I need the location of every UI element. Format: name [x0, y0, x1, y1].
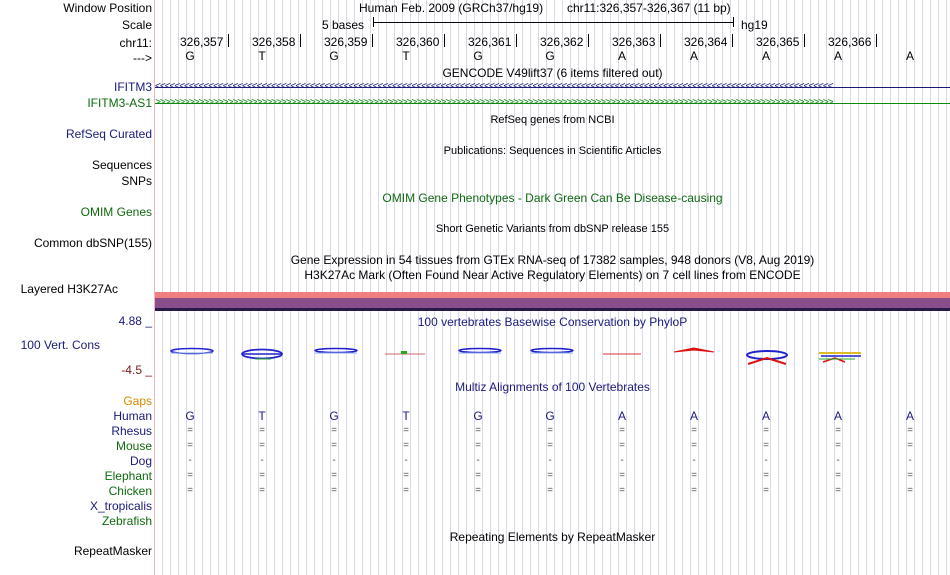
ruler-position-label: 326,363	[612, 35, 656, 49]
base-letter: A	[905, 49, 914, 63]
ruler-position-label: 326,358	[252, 35, 296, 49]
dbsnp-title: Short Genetic Variants from dbSNP release 155	[435, 223, 670, 235]
alignment-cell: =	[763, 425, 769, 436]
alignment-cell: =	[835, 440, 841, 451]
species-label[interactable]: Chicken	[108, 484, 152, 498]
alignment-cell: =	[187, 485, 193, 496]
cons-logo-base-10	[819, 353, 861, 362]
conservation-logo-plot[interactable]	[155, 340, 950, 370]
alignment-cell: =	[331, 470, 337, 481]
alignment-cell: =	[403, 425, 409, 436]
alignment-cell: =	[763, 440, 769, 451]
alignment-cell: =	[691, 425, 697, 436]
ruler-tick	[516, 34, 517, 47]
track-label-omim[interactable]: OMIM Genes	[80, 205, 152, 219]
species-label[interactable]: X_tropicalis	[89, 499, 152, 513]
alignment-cell: =	[907, 485, 913, 496]
cons-logo-base-5	[459, 349, 501, 354]
ruler-tick	[876, 34, 877, 47]
alignment-cell: =	[763, 470, 769, 481]
cons-title: 100 vertebrates Basewise Conservation by PhyloP	[417, 315, 688, 329]
alignment-cell: =	[547, 440, 553, 451]
alignment-cell: =	[259, 440, 265, 451]
track-area[interactable]	[155, 0, 950, 575]
track-label-sequences[interactable]: Sequences	[91, 158, 152, 172]
alignment-cell: =	[907, 425, 913, 436]
alignment-cell: =	[907, 470, 913, 481]
alignment-cell: -	[548, 455, 552, 466]
alignment-cell: A	[761, 409, 770, 423]
species-label[interactable]: Human	[113, 409, 152, 423]
alignment-cell: =	[619, 470, 625, 481]
alignment-cell: -	[620, 455, 624, 466]
track-label-h3k27ac[interactable]: Layered H3K27Ac	[20, 282, 118, 296]
alignment-cell: G	[329, 409, 339, 423]
alignment-cell: =	[763, 485, 769, 496]
scale-bar-line	[373, 22, 733, 23]
alignment-cell: =	[835, 485, 841, 496]
ruler-position-label: 326,359	[324, 35, 368, 49]
track-label-refseq[interactable]: RefSeq Curated	[65, 127, 152, 141]
alignment-cell: A	[833, 409, 842, 423]
h3k27ac-band-middle	[155, 298, 950, 308]
alignment-cell: =	[619, 485, 625, 496]
alignment-cell: -	[260, 455, 264, 466]
alignment-cell: G	[473, 409, 483, 423]
alignment-cell: G	[545, 409, 555, 423]
alignment-cell: A	[617, 409, 626, 423]
cons-logo-base-4	[385, 351, 425, 354]
species-label[interactable]: Dog	[129, 454, 152, 468]
ruler-tick	[588, 34, 589, 47]
alignment-cell: =	[187, 440, 193, 451]
ruler-tick	[444, 34, 445, 47]
cons-logo-base-6	[531, 349, 573, 354]
alignment-cell: =	[547, 485, 553, 496]
track-label-gaps[interactable]: Gaps	[123, 394, 152, 408]
h3k27ac-band-bottom	[155, 308, 950, 311]
alignment-cell: =	[403, 440, 409, 451]
alignment-cell: -	[908, 455, 912, 466]
multiz-title: Multiz Alignments of 100 Vertebrates	[455, 380, 650, 394]
chrom-label: chr11:	[119, 36, 152, 50]
base-letter: G	[545, 49, 555, 63]
alignment-cell: -	[692, 455, 696, 466]
cons-min-label: -4.5 _	[121, 363, 152, 377]
alignment-cell: =	[835, 470, 841, 481]
alignment-cell: =	[691, 485, 697, 496]
alignment-cell: =	[547, 425, 553, 436]
alignment-cell: =	[187, 425, 193, 436]
alignment-cell: =	[331, 425, 337, 436]
alignment-cell: -	[332, 455, 336, 466]
species-label[interactable]: Rhesus	[111, 424, 152, 438]
base-letter: A	[833, 49, 842, 63]
track-label-ifitm3-as1[interactable]: IFITM3-AS1	[87, 96, 152, 110]
publications-title: Publications: Sequences in Scientific Articles	[443, 145, 662, 157]
window-position-label: Window Position	[63, 1, 152, 15]
alignment-cell: G	[185, 409, 195, 423]
scale-bar-right-end	[733, 17, 734, 27]
ruler-tick	[300, 34, 301, 47]
refseq-title: RefSeq genes from NCBI	[490, 114, 615, 126]
base-letter: G	[329, 49, 339, 63]
ruler-position-label: 326,361	[468, 35, 512, 49]
scale-text: 5 bases	[322, 18, 365, 32]
alignment-cell: =	[475, 470, 481, 481]
track-label-cons[interactable]: 100 Vert. Cons	[20, 338, 100, 352]
ruler-tick	[228, 34, 229, 47]
gene-ifitm3-as1[interactable]: >>>>>>>>>>>>>>>>>>>>>>>>>>>>>>>>>>>>>>>>>>>>>>>>>>>>>>>>>>>>>>>>>>>>>>>>>>>>>>>>>>>>>>>>>>>>>>>>>>>>>>>>>>>>>>>>>>>>>>>>>>>>>>>>>>>>>>>>>>>>	[155, 97, 950, 109]
assembly-text: Human Feb. 2009 (GRCh37/hg19)	[359, 1, 544, 15]
alignment-cell: =	[403, 485, 409, 496]
gencode-title: GENCODE V49lift37 (6 items filtered out)	[442, 66, 663, 80]
base-letter: G	[473, 49, 483, 63]
omim-title: OMIM Gene Phenotypes - Dark Green Can Be Disease-causing	[382, 191, 723, 205]
repeatmasker-title: Repeating Elements by RepeatMasker	[449, 530, 656, 544]
ruler-tick	[660, 34, 661, 47]
scale-db: hg19	[741, 18, 768, 32]
alignment-cell: =	[475, 485, 481, 496]
ruler-position-label: 326,365	[756, 35, 800, 49]
alignment-cell: =	[835, 425, 841, 436]
track-label-repeatmasker[interactable]: RepeatMasker	[73, 544, 152, 558]
base-letter: A	[617, 49, 626, 63]
alignment-cell: =	[475, 440, 481, 451]
alignment-cell: =	[403, 470, 409, 481]
ruler-position-label: 326,362	[540, 35, 584, 49]
gtex-title: Gene Expression in 54 tissues from GTEx RNA-seq of 17382 samples, 948 donors (V8, Aug 2019)	[290, 253, 815, 267]
alignment-cell: =	[259, 425, 265, 436]
track-label-dbsnp[interactable]: Common dbSNP(155)	[33, 236, 152, 250]
cons-logo-base-1	[171, 349, 213, 354]
alignment-cell: =	[691, 470, 697, 481]
ruler-tick	[372, 34, 373, 47]
alignment-cell: -	[476, 455, 480, 466]
h3k27ac-title: H3K27Ac Mark (Often Found Near Active Regulatory Elements) on 7 cell lines from ENCODE	[304, 268, 801, 282]
alignment-cell: -	[836, 455, 840, 466]
base-letter: A	[689, 49, 698, 63]
alignment-cell: =	[475, 425, 481, 436]
base-letter: G	[185, 49, 195, 63]
alignment-cell: =	[619, 440, 625, 451]
base-letter: T	[402, 49, 410, 63]
alignment-cell: -	[188, 455, 192, 466]
cons-logo-base-8	[674, 348, 714, 352]
base-letter: T	[258, 49, 266, 63]
cons-logo-base-9	[747, 351, 787, 364]
alignment-cell: A	[905, 409, 914, 423]
alignment-cell: T	[258, 409, 266, 423]
track-label-ifitm3[interactable]: IFITM3	[114, 80, 152, 94]
ruler-position-label: 326,364	[684, 35, 728, 49]
alignment-cell: =	[331, 440, 337, 451]
ruler-position-label: 326,357	[180, 35, 224, 49]
track-label-snps[interactable]: SNPs	[121, 174, 152, 188]
gene-ifitm3[interactable]: <<<<<<<<<<<<<<<<<<<<<<<<<<<<<<<<<<<<<<<<<<<<<<<<<<<<<<<<<<<<<<<<<<<<<<<<<<<<<<<<<<<<<<<<<<<<<<<<<<<<<<<<<<<<<<<<<<<<<<<<<<<<<<<<<<<<<<<<<<<<	[155, 81, 950, 93]
ruler-position-label: 326,360	[396, 35, 440, 49]
species-label[interactable]: Elephant	[104, 469, 152, 483]
alignment-cell: =	[547, 470, 553, 481]
ruler-tick	[804, 34, 805, 47]
alignment-cell: =	[187, 470, 193, 481]
scale-label: Scale	[121, 18, 152, 32]
ruler-tick	[732, 34, 733, 47]
species-label[interactable]: Mouse	[115, 439, 152, 453]
position-text: chr11:326,357-326,367 (11 bp)	[567, 1, 731, 15]
alignment-cell: -	[404, 455, 408, 466]
alignment-cell: T	[402, 409, 410, 423]
ruler-position-label: 326,366	[828, 35, 872, 49]
alignment-cell: =	[259, 485, 265, 496]
cons-logo-base-3	[315, 349, 357, 354]
species-label[interactable]: Zebrafish	[101, 514, 152, 528]
alignment-cell: =	[259, 470, 265, 481]
alignment-cell: =	[331, 485, 337, 496]
alignment-cell: A	[689, 409, 698, 423]
alignment-cell: =	[907, 440, 913, 451]
cons-logo-base-2	[242, 350, 282, 360]
base-letter: A	[761, 49, 770, 63]
alignment-cell: =	[619, 425, 625, 436]
alignment-cell: =	[691, 440, 697, 451]
strand-label: --->	[133, 51, 152, 65]
cons-max-label: 4.88 _	[118, 314, 152, 328]
alignment-cell: -	[764, 455, 768, 466]
